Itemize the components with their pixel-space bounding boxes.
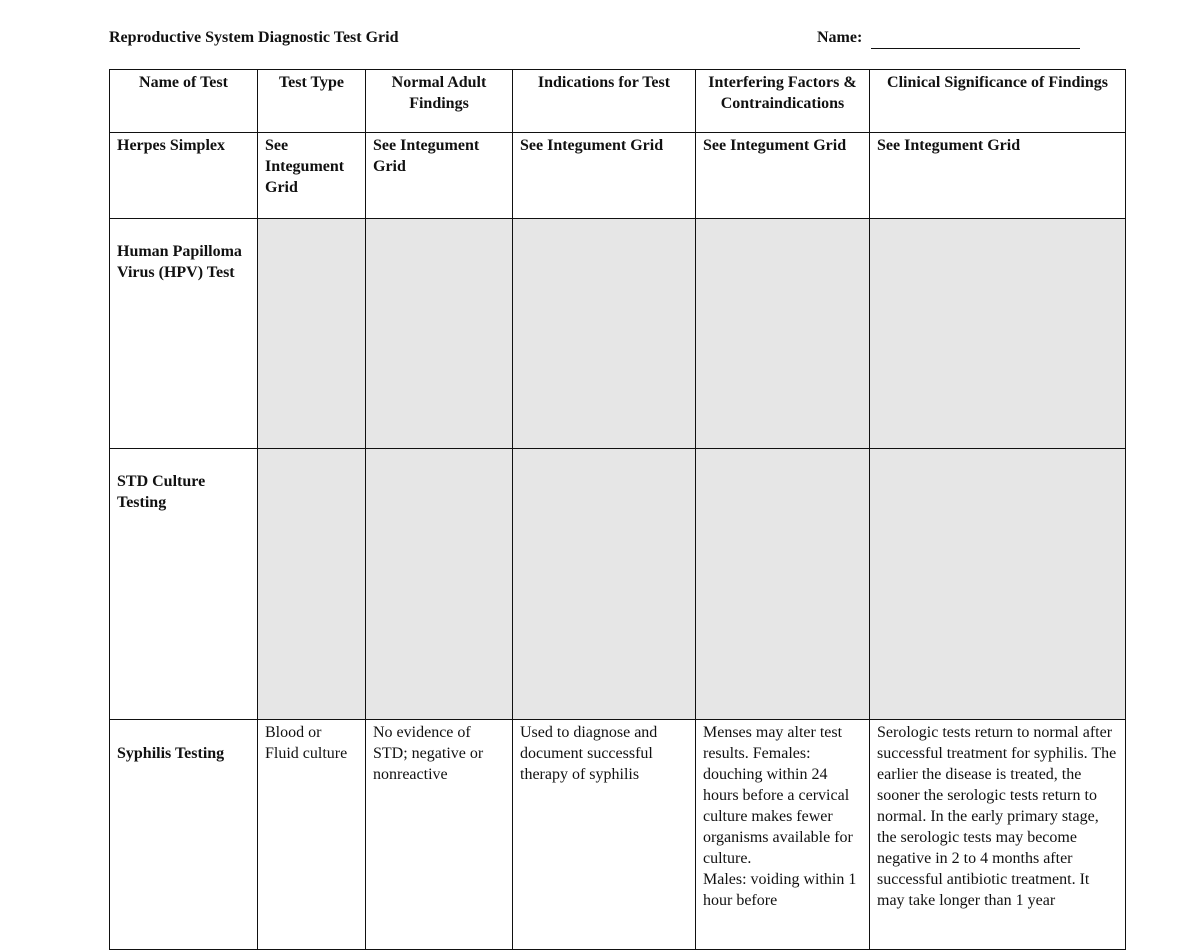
col-header-name-of-test: Name of Test: [110, 70, 258, 133]
interfering-factors-cell[interactable]: [696, 449, 870, 720]
test-name-cell: Human Papilloma Virus (HPV) Test: [110, 219, 258, 449]
test-name-cell: STD Culture Testing: [110, 449, 258, 720]
col-header-normal-adult-findings: Normal Adult Findings: [366, 70, 513, 133]
col-header-indications: Indications for Test: [513, 70, 696, 133]
table-row: [110, 720, 1126, 950]
interfering-males-text: Males: voiding within 1 hour before: [703, 871, 857, 909]
diagnostic-test-grid: [109, 69, 1126, 950]
clinical-significance-cell[interactable]: See Integument Grid: [870, 133, 1126, 219]
test-name-cell: Herpes Simplex: [110, 133, 258, 219]
clinical-significance-cell[interactable]: [870, 219, 1126, 449]
table-row: [110, 449, 1126, 720]
interfering-factors-cell[interactable]: [696, 720, 870, 950]
test-type-cell[interactable]: Blood or Fluid culture: [258, 720, 366, 950]
test-type-cell[interactable]: [258, 219, 366, 449]
table-row: [110, 219, 1126, 449]
indications-cell[interactable]: [513, 219, 696, 449]
name-label: Name:: [817, 29, 863, 46]
clinical-significance-cell[interactable]: [870, 449, 1126, 720]
test-name-cell: Syphilis Testing: [110, 720, 258, 950]
normal-findings-cell[interactable]: No evidence of STD; negative or nonreactive: [366, 720, 513, 950]
normal-findings-cell[interactable]: [366, 449, 513, 720]
col-header-clinical-significance: Clinical Significance of Findings: [870, 70, 1126, 133]
table-row: [110, 133, 1126, 219]
indications-cell[interactable]: Used to diagnose and document successful therapy of syphilis: [513, 720, 696, 950]
interfering-factors-cell[interactable]: See Integument Grid: [696, 133, 870, 219]
page-header: [109, 29, 1089, 51]
indications-cell[interactable]: [513, 449, 696, 720]
normal-findings-cell[interactable]: [366, 219, 513, 449]
interfering-females-text: Menses may alter test results. Females: douching within 24 hours before a cervical culture makes fewer organisms available for culture.: [703, 724, 853, 867]
indications-cell[interactable]: See Integument Grid: [513, 133, 696, 219]
col-header-interfering-factors: Interfering Factors & Contraindications: [696, 70, 870, 133]
interfering-factors-cell[interactable]: [696, 219, 870, 449]
test-type-cell[interactable]: See Integument Grid: [258, 133, 366, 219]
normal-findings-cell[interactable]: See Integument Grid: [366, 133, 513, 219]
name-entry-line[interactable]: [871, 48, 1080, 49]
test-type-cell[interactable]: [258, 449, 366, 720]
document-title: Reproductive System Diagnostic Test Grid: [109, 29, 399, 46]
col-header-test-type: Test Type: [258, 70, 366, 133]
clinical-significance-cell[interactable]: Serologic tests return to normal after successful treatment for syphilis. The earlier the disease is treated, the sooner the serologic tests return to normal. In the early primary stage, the serologic tests may become negative in 2 to 4 months after successful antibiotic treatment. It may take longer than 1 year: [870, 720, 1126, 950]
header-row: [110, 70, 1126, 133]
